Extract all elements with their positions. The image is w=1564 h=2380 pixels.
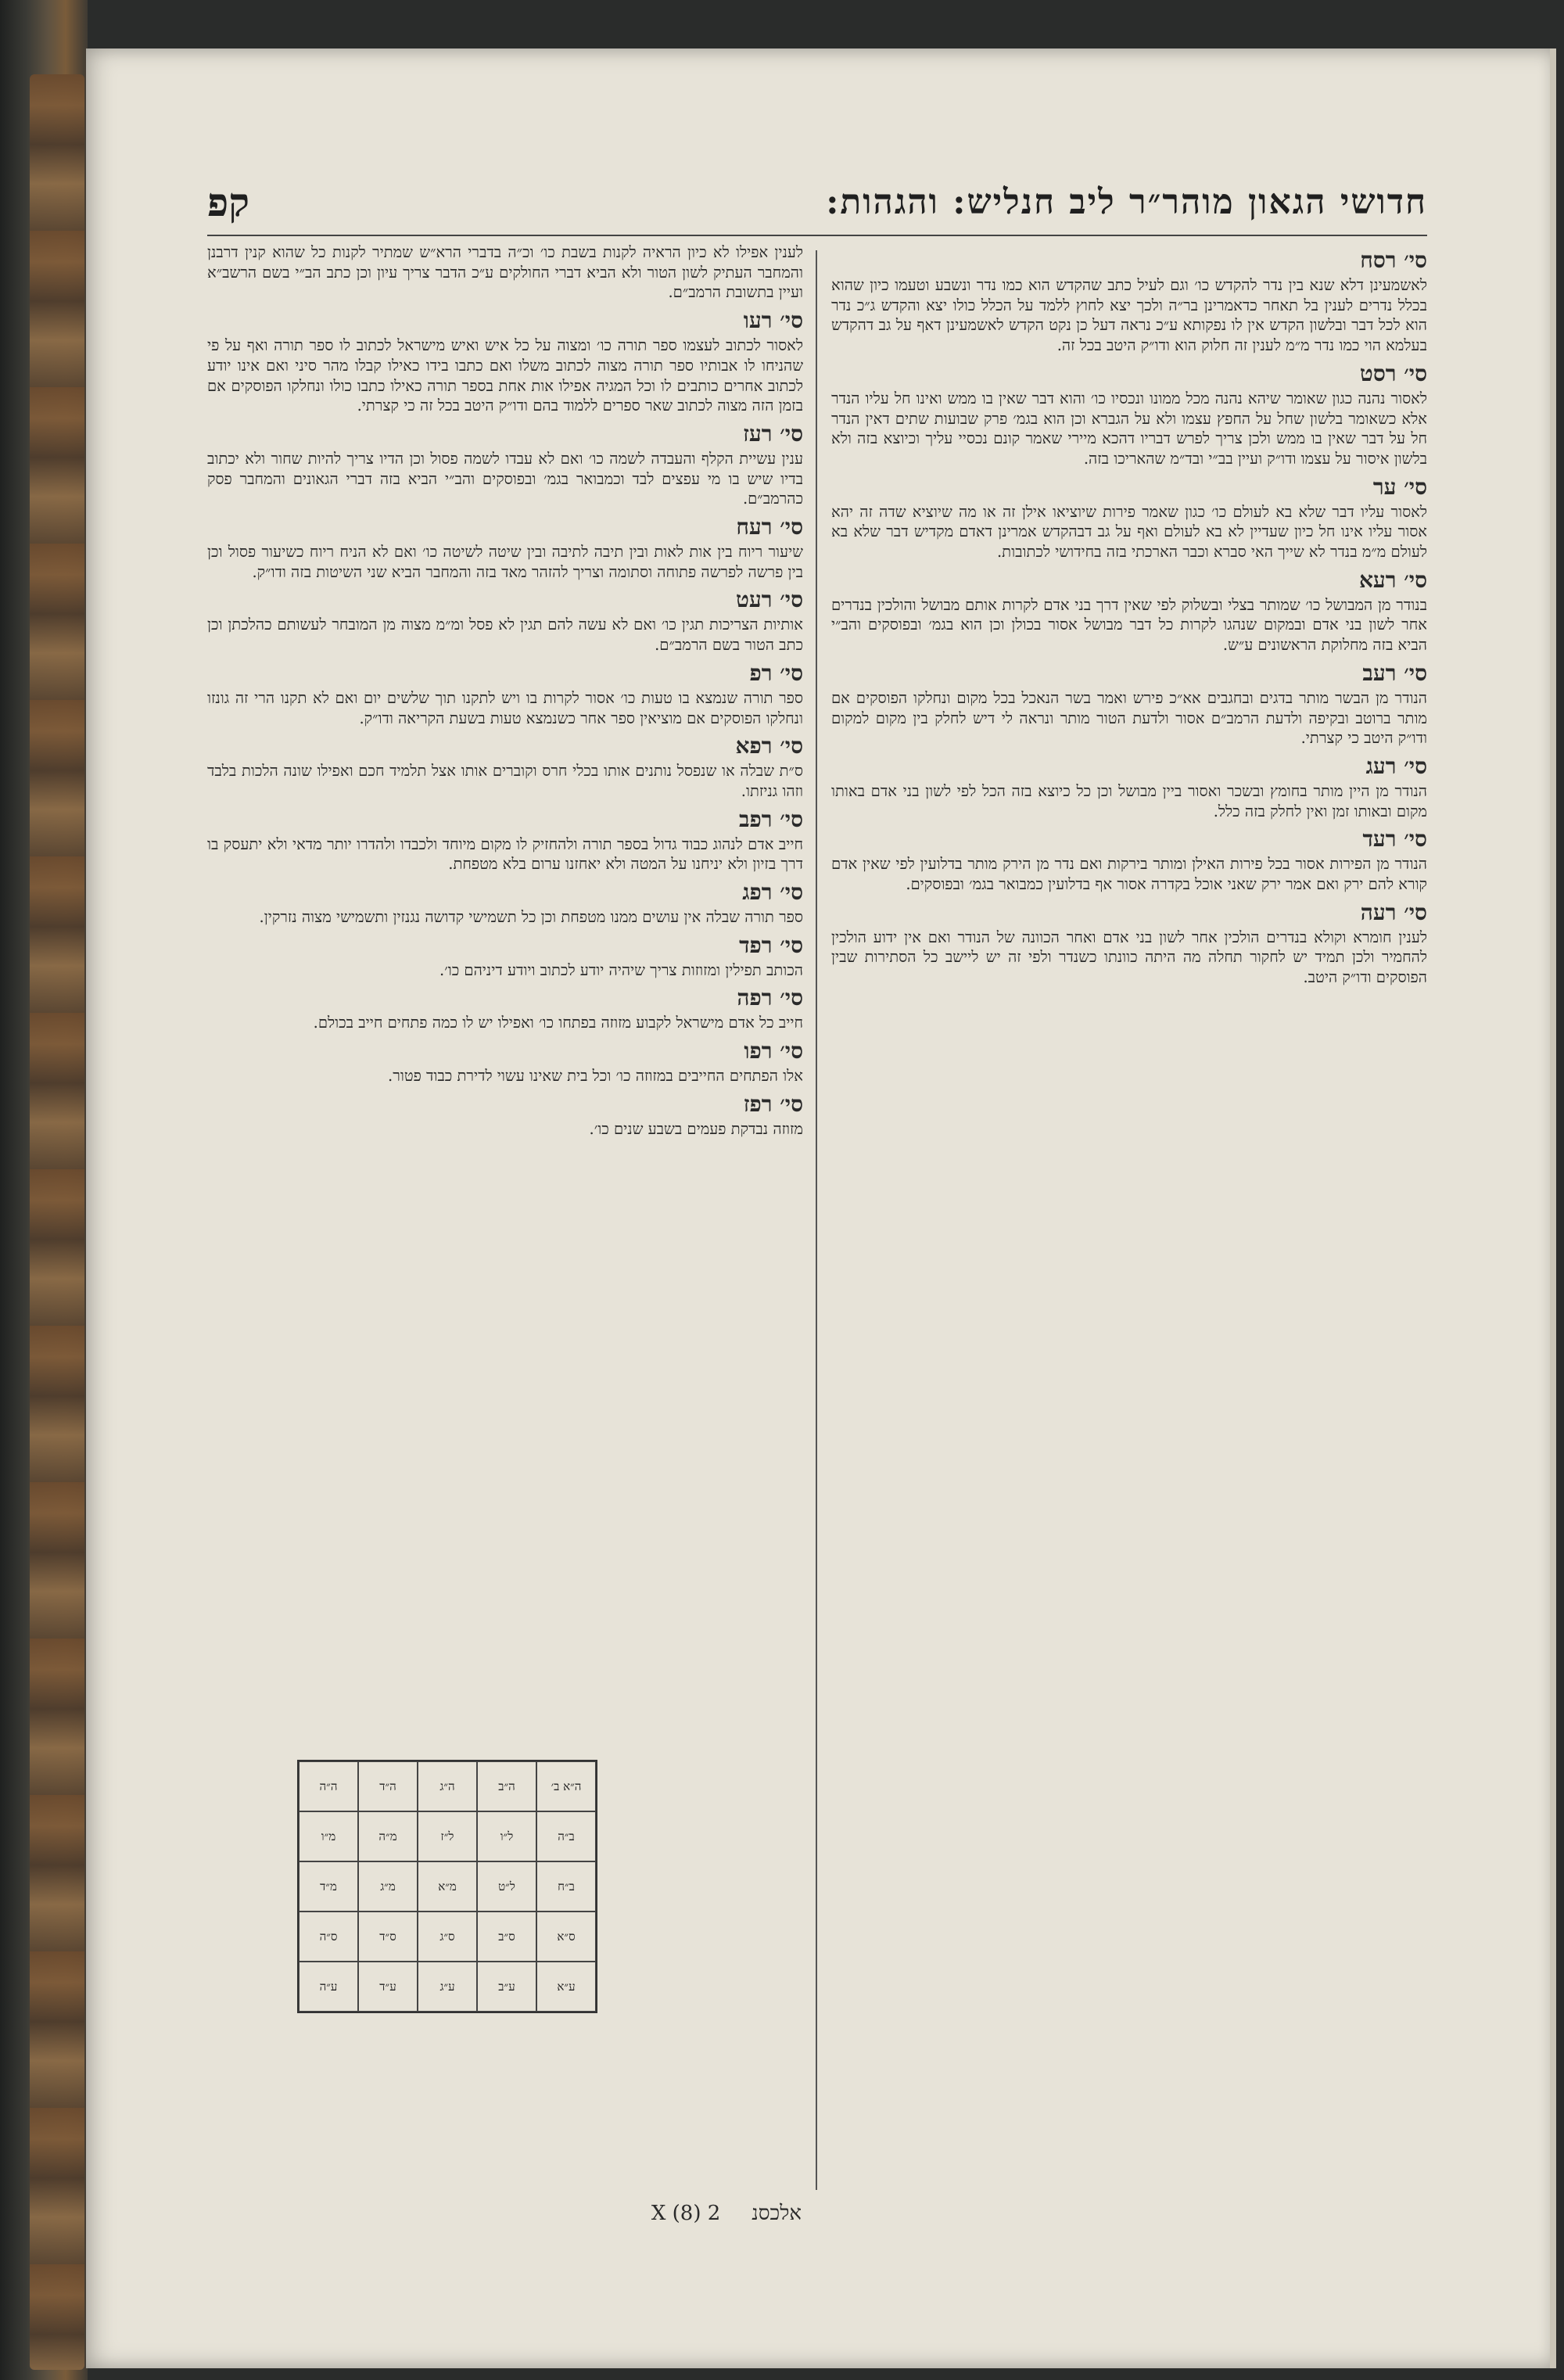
table-cell: ה״ב [477,1761,536,1811]
siman-heading: סי׳ רעב [1362,659,1427,686]
siman-heading: סי׳ רעג [1365,752,1427,779]
page-edge [1550,48,1556,2368]
commentary-paragraph: אותיות הצריכות תגין כו׳ ואם לא עשה להם תגין לא פסל ומ״מ מצוה מן המובחר לעשותם כהלכתן וכן כתב הטור בשם הרמב״ם. [207,616,803,655]
commentary-paragraph: ענין עשיית הקלף והעבדה לשמה כו׳ ואם לא עבדו לשמה פסול וכן הדיו צריך להיות שחור ולא יכתוב בדיו שיש בו מי עפצים לבד וכמבואר בגמ׳ ובפוסקים והב״י הביא בזה דברי הגאונים והמחבר פסק כהרמב״ם. [207,449,803,508]
table-cell: ב״ח [536,1861,596,1912]
calendar-table [297,1760,597,2013]
siman-heading: סי׳ רפג [742,879,803,906]
siman-heading: סי׳ רפה [737,985,803,1011]
table-cell: ה״ה [299,1761,358,1811]
commentary-paragraph: הכותב תפילין ומזוזות צריך שיהיה יודע לכתוב ויודע דיניהם כו׳. [439,960,803,979]
book-binding [0,0,88,2380]
table-cell: ל״ו [477,1811,536,1861]
siman-heading: סי׳ רעד [1362,826,1427,853]
table-cell: ה״א ב׳ [536,1761,596,1811]
commentary-paragraph: לאסור עליו דבר שלא בא לעולם כו׳ כגון שאמר פירות שיוציאו אילן זה או מה שיוציא שדה זה יהא אסור עליו אינו חל כיון שעדיין לא בא לעולם ואף על גב דבהקדש אמרינן דאדם מקדיש דבר שלא בא לעולם מ״מ בנדר לא שייך האי סברא וכבר הארכתי בזה בחידושי לכתובות. [831,502,1427,562]
siman-heading: סי׳ רעט [736,587,803,613]
table-cell: מ״ד [299,1861,358,1912]
siman-heading: סי׳ רפב [739,806,803,832]
commentary-paragraph: ס״ת שבלה או שנפסל נותנים אותו בכלי חרס וקוברים אותו אצל תלמיד חכם ואפילו שונה הלכות בלבד וזהו גניזתו. [207,762,803,800]
commentary-paragraph: מזוזה נבדקת פעמים בשבע שנים כו׳. [589,1119,803,1138]
table-cell: מ״ג [358,1861,418,1912]
table-cell: ס״א [536,1912,596,1962]
siman-heading: סי׳ רעו [743,307,803,334]
siman-heading: סי׳ רעא [1358,566,1427,593]
siman-heading: סי׳ רפ [749,659,803,686]
table-cell: ע״ד [358,1962,418,2012]
table-cell: מ״א [418,1861,477,1912]
table-cell: ס״ג [418,1912,477,1962]
siman-heading: סי׳ רפו [744,1038,803,1064]
commentary-paragraph: אלו הפתחים החייבים במזוזה כו׳ וכל בית שאינו עשוי לדירת כבוד פטור. [388,1067,803,1086]
commentary-paragraph: ספר תורה שבלה אין עושים ממנו מטפחת וכן כל תשמישי קדושה נגנזין ותשמישי מצוה נזרקין. [259,908,803,927]
commentary-paragraph: לענין חומרא וקולא בנדרים הולכין אחר לשון בני אדם ואחר הכוונה של הנודר ואם אין ידוע הולכין להחמיר ולכן תמיד יש לחקור תחלה מה היתה כוונתו כשנדר ולפי זה יש ליישב כל הסתירות שבין הפוסקים ודו״ק היטב. [831,928,1427,987]
commentary-paragraph: הנודר מן הבשר מותר בדגים ובחגבים אא״כ פירש ואמר בשר הנאכל בכל מקום ונחלקו הפוסקים אם מותר ברוטב ובקיפה ולדעת הרמב״ם אסור ולדעת הטור מותר ונראה לי דיש לחלק בין מקום למקום ודו״ק היטב כי קצרתי. [831,688,1427,748]
table-cell: ב״ה [536,1811,596,1861]
table-cell: ה״ג [418,1761,477,1811]
commentary-paragraph: לאסור לכתוב לעצמו ספר תורה כו׳ ומצוה על כל איש ואיש מישראל לכתוב לו ספר תורה ואף על פי שהניחו לו אבותיו ספר תורה מצוה לכתוב משלו ואם כתבו בידו כאילו קבלו מהר סיני ואם אינו יודע לכתוב אחרים כותבים לו וכל המגיה אפילו אות אחת בספר תורה כאילו כתבו כולו ונחלקו הפוסקים אם בזמן הזה מצוה לכתוב שאר ספרים ללמוד בהם ודו״ק היטב בכל זה כי קצרתי. [207,336,803,415]
right-column [831,242,1427,2198]
binding-leather [30,74,84,2370]
siman-heading: סי׳ רעז [743,420,803,447]
siman-heading: סי׳ רסט [1359,360,1427,386]
siman-heading: סי׳ רעה [1360,899,1427,925]
siman-heading: סי׳ רפז [743,1090,803,1117]
table-cell: ס״ה [299,1912,358,1962]
table-cell: ס״ד [358,1912,418,1962]
siman-heading: סי׳ רפא [735,733,803,759]
table-cell: ל״ט [477,1861,536,1912]
table-cell: מ״ו [299,1811,358,1861]
table-cell: ע״א [536,1962,596,2012]
commentary-paragraph: בנודר מן המבושל כו׳ שמותר בצלי ובשלוק לפי שאין דרך בני אדם לקרות אותם מבושל והולכין בנדרים אחר לשון בני אדם ובמקום שנהגו לקרות כל דבר מבושל אסור בכולן וכן הוא בגמ׳ ובפוסקים והב״י הביא בזה מחלוקת הראשונים ע״ש. [831,595,1427,655]
header-rule [207,235,1427,236]
table-cell: ל״ז [418,1811,477,1861]
commentary-paragraph: לאסור נהנה כגון שאומר שיהא נהנה מכל ממונו ונכסיו כו׳ והוא דבר שאין בו ממש ואינו חל עליו הנדר אלא כשאומר בלשון שחל על החפץ עצמו ולא על הגברא וכן הוא בגמ׳ פרק שבועות שתים דאין הנדר חל על דבר שאין בו ממש ולכן צריך לפרש דבריו דהכא מיירי שאמר קונם נכסיי עליך וכיוצא בזה ולא בלשון איסור על עצמו ודו״ק ועיין בב״י ובד״מ שהאריכו בזה. [831,389,1427,468]
table-cell: מ״ה [358,1811,418,1861]
column-rule [816,250,817,2190]
siman-heading: סי׳ ער [1372,473,1427,500]
commentary-paragraph: הנודר מן היין מותר בחומץ ובשכר ואסור ביין מבושל וכן כל כיוצא בזה הכל לפי לשון בני אדם באותו מקום ובאותו זמן ואין לחלק בזה כלל. [831,781,1427,820]
commentary-paragraph: שיעור ריוח בין אות לאות ובין תיבה לתיבה ובין שיטה לשיטה כו׳ ואם לא הניח ריוח כשיעור פסול וכן בין פרשה לפרשה פתוחה וסתומה וצריך להזהר מאד בזה והמחבר הביא שני השיטות בזה ודו״ק. [207,543,803,581]
page-footer [207,2198,802,2229]
commentary-paragraph: חייב כל אדם מישראל לקבוע מזוזה בפתחו כו׳ ואפילו יש לו כמה פתחים חייב בכולם. [313,1014,803,1032]
commentary-paragraph: חייב אדם לנהוג כבוד גדול בספר תורה ולהחזיק לו מקום מיוחד ולכבדו ולהדרו יותר מדאי ולא יתעסק בו דרך בזיון ולא יניחנו על המטה ולא יאחזנו ערום בלא מטפחת. [207,835,803,874]
commentary-paragraph: ספר תורה שנמצא בו טעות כו׳ אסור לקרות בו ויש לתקנו תוך שלשים יום ואם לא תקנו הרי זה גונזו ונחלקו הפוסקים אם מוציאין ספר אחר כשנמצא טעות בשעת הקריאה ודו״ק. [207,688,803,727]
table-cell: ע״ה [299,1962,358,2012]
running-title: חדושי הגאון מוהר״ר ליב חנליש: והגהות: [826,181,1427,222]
siman-heading: סי׳ רפד [739,932,803,958]
signature-mark: X (8) 2 [651,2202,721,2225]
table-cell: ע״ג [418,1962,477,2012]
table-cell: ע״ב [477,1962,536,2012]
commentary-paragraph: הנודר מן הפירות אסור בכל פירות האילן ומותר בירקות ואם נדר מן הירק מותר בדלועין לפי שאין אדם קורא להם ירק ואם אמר ירק שאני אוכל בקדרה אסור אף בדלועין כמבואר בגמ׳ ובפוסקים. [831,855,1427,894]
table-cell: ה״ד [358,1761,418,1811]
siman-heading: סי׳ רעח [736,514,803,540]
commentary-paragraph: לענין אפילו לא כיון הראיה לקנות בשבת כו׳ וכ״ה בדברי הרא״ש שמתיר לקנות כל שהוא קנין דרבנן והמחבר העתיק לשון הטור ולא הביא דברי החולקים ע״כ הדבר צריך עיון וכן כתב הב״י בשם הרשב״א ועיין בתשובת הרמב״ם. [207,243,803,302]
siman-heading: סי׳ רסח [1360,247,1427,273]
table-cell: ס״ב [477,1912,536,1962]
catchword: אלכסנ [752,2202,802,2225]
commentary-paragraph: לאשמעינן דלא שנא בין נדר להקדש כו׳ וגם לעיל כתב שהקדש הוא כמו נדר ונשבע וטעמו כיון שהוא בכלל נדרים לענין בל תאחר כדאמרינן בר״ה ולכך יצא לחוץ ללמד על הכלל כולו יצא והקדש ג״כ נדר הוא לכל דבר ובלשון הקדש אין לו נפקותא ע״כ נראה דעל כן נקט הקדש לאשמעינן דאף על גב דהקדש בעלמא הוי כמו נדר מ״מ לענין זה חלוק הוא ודו״ק היטב בכל זה. [831,276,1427,355]
folio-number: קפ [207,178,249,225]
